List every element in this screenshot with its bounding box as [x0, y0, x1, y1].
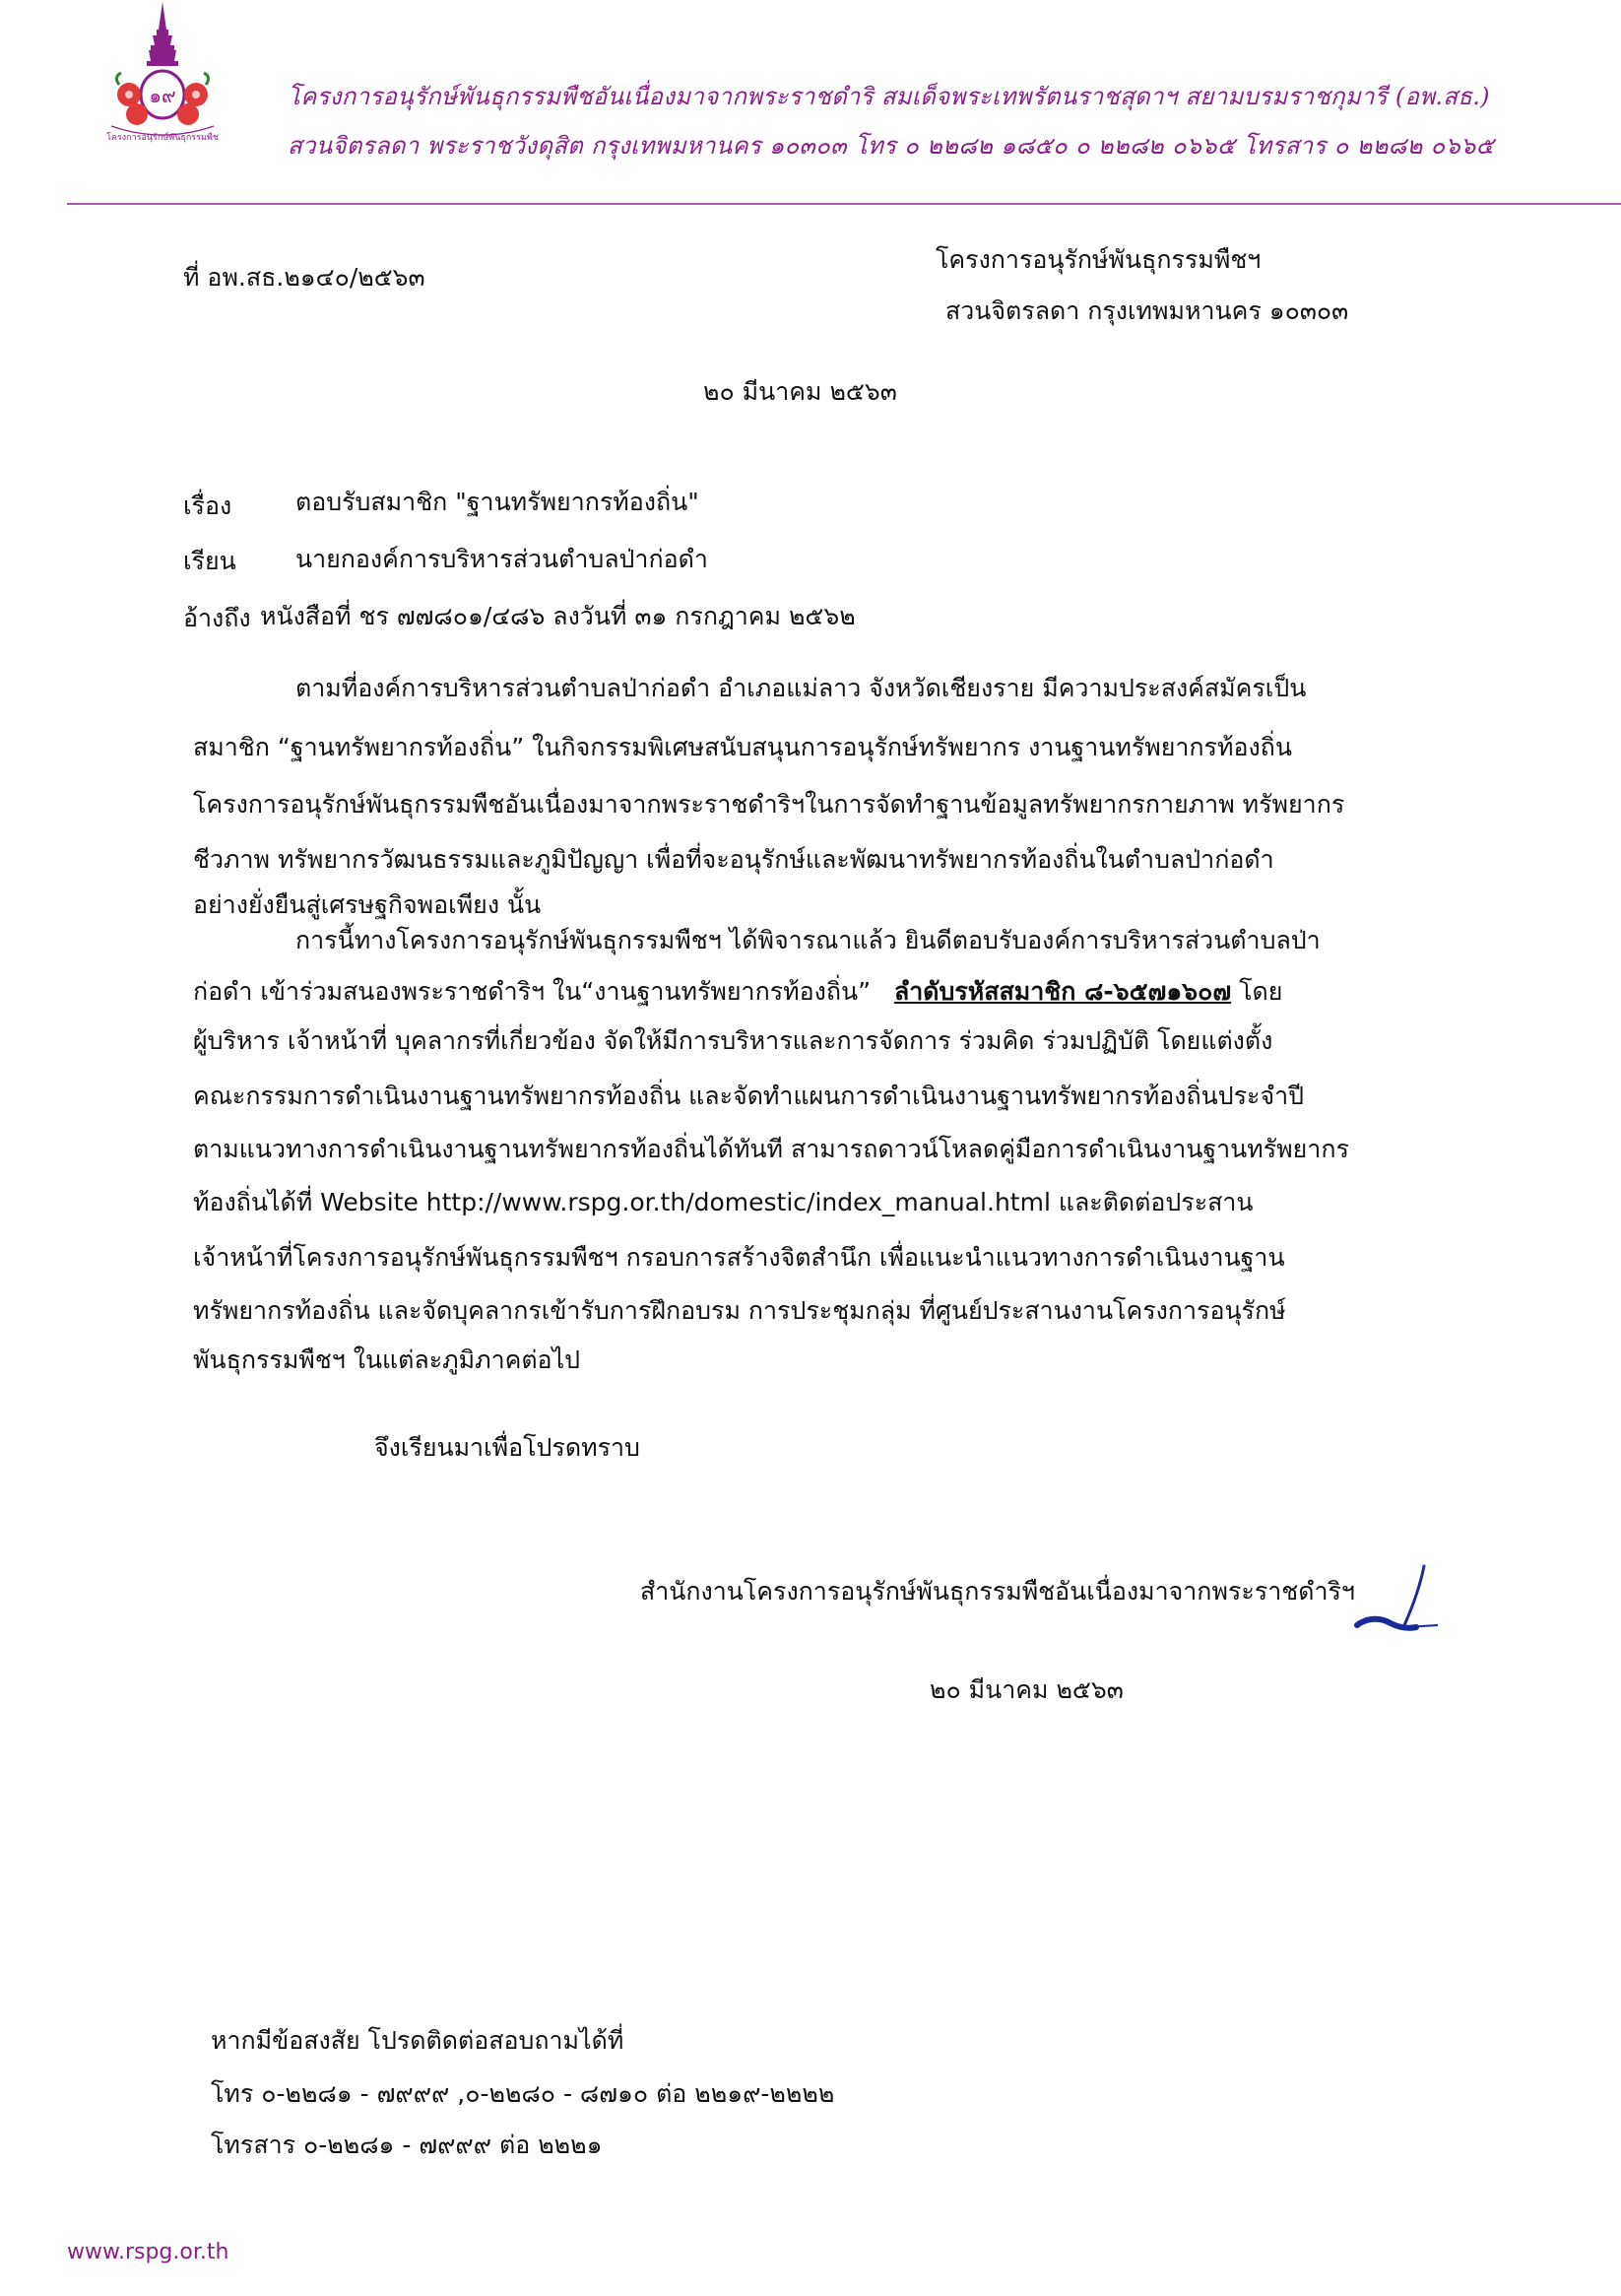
para2-line-5: ตามแนวทางการดำเนินงานฐานทรัพยากรท้องถิ่นได้ทันที สามารถดาวน์โหลดคู่มือการดำเนินงานฐานทรัพยากร [193, 1135, 1349, 1163]
subject-label: เรื่อง [183, 492, 232, 520]
signature-mark [1347, 1556, 1456, 1645]
para2-line-7: เจ้าหน้าที่โครงการอนุรักษ์พันธุกรรมพืชฯ กรอบการสร้างจิตสำนึก เพื่อแนะนำแนวทางการดำเนินงานฐาน [193, 1243, 1285, 1272]
rspg-logo [94, 0, 231, 148]
contact-phone: โทร ๐-๒๒๘๑ - ๗๙๙๙ ,๐-๒๒๘๐ - ๘๗๑๐ ต่อ ๒๒๑๙-๒๒๒๒ [211, 2079, 835, 2108]
subject-text: ตอบรับสมาชิก "ฐานทรัพยากรท้องถิ่น" [295, 488, 699, 516]
to-label: เรียน [183, 547, 236, 575]
member-code: ลำดับรหัสสมาชิก ๘-๖๕๗๑๖๐๗ [893, 977, 1232, 1006]
contact-heading: หากมีข้อสงสัย โปรดติดต่อสอบถามได้ที่ [211, 2026, 624, 2055]
sender-line-2: สวนจิตรลดา กรุงเทพมหานคร ๑๐๓๐๓ [945, 296, 1349, 325]
para1-line-3: โครงการอนุรักษ์พันธุกรรมพืชอันเนื่องมาจากพระราชดำริฯในการจัดทำฐานข้อมูลทรัพยากรกายภาพ ทรัพยากร [193, 790, 1345, 819]
to-text: นายกองค์การบริหารส่วนตำบลป่าก่อดำ [295, 545, 708, 573]
para2-line-9: พันธุกรรมพืชฯ ในแต่ละภูมิภาคต่อไป [193, 1345, 581, 1374]
closing-text: จึงเรียนมาเพื่อโปรดทราบ [374, 1433, 640, 1462]
letterhead-line-1: โครงการอนุรักษ์พันธุกรรมพืชอันเนื่องมาจากพระราชดำริ สมเด็จพระเทพรัตนราชสุดาฯ สยามบรมราชกุมารี (อพ.สธ.) [288, 83, 1490, 110]
para2-line-6: ท้องถิ่นได้ที่ Website http://www.rspg.or.th/domestic/index_manual.html และติดต่อประสาน [193, 1188, 1254, 1216]
letterhead-line-2: สวนจิตรลดา พระราชวังดุสิต กรุงเทพมหานคร ๑๐๓๐๓ โทร ๐ ๒๒๘๒ ๑๘๕๐ ๐ ๒๒๘๒ ๐๖๖๕ โทรสาร ๐ ๒๒๘๒ ๐๖๖๕ [288, 132, 1495, 160]
footer-website: www.rspg.or.th [67, 2240, 229, 2264]
para2-line-2-text: ก่อดำ เข้าร่วมสนองพระราชดำริฯ ใน“งานฐานทรัพยากรท้องถิ่น” [193, 977, 872, 1006]
para2-line-2 [193, 965, 1282, 1018]
signoff-office: สำนักงานโครงการอนุรักษ์พันธุกรรมพืชอันเนื่องมาจากพระราชดำริฯ [640, 1577, 1355, 1606]
para2-line-3: ผู้บริหาร เจ้าหน้าที่ บุคลากรที่เกี่ยวข้อง จัดให้มีการบริหารและการจัดการ ร่วมคิด ร่วมปฏิบัติ โดยแต่งตั้ง [193, 1026, 1273, 1055]
para1-line-4: ชีวภาพ ทรัพยากรวัฒนธรรมและภูมิปัญญา เพื่อที่จะอนุรักษ์และพัฒนาทรัพยากรท้องถิ่นในตำบลป่าก่อดำ [193, 845, 1274, 874]
para2-line-2-tail: โดย [1239, 977, 1283, 1006]
reference-label: อ้างถึง [183, 604, 251, 632]
para1-line-2: สมาชิก “ฐานทรัพยากรท้องถิ่น” ในกิจกรรมพิเศษสนับสนุนการอนุรักษ์ทรัพยากร งานฐานทรัพยากรท้องถิ่น [193, 733, 1292, 761]
sender-line-1: โครงการอนุรักษ์พันธุกรรมพืชฯ [936, 245, 1262, 274]
signoff-date: ๒๐ มีนาคม ๒๕๖๓ [930, 1675, 1124, 1704]
svg-text:โครงการอนุรักษ์พันธุกรรมพืช: โครงการอนุรักษ์พันธุกรรมพืช [106, 133, 219, 143]
para2-line-8: ทรัพยากรท้องถิ่น และจัดบุคลากรเข้ารับการฝึกอบรม การประชุมกลุ่ม ที่ศูนย์ประสานงานโครงการอนุรักษ์ [193, 1296, 1286, 1325]
contact-fax: โทรสาร ๐-๒๒๘๑ - ๗๙๙๙ ต่อ ๒๒๒๑ [211, 2131, 603, 2159]
para2-line-1: การนี้ทางโครงการอนุรักษ์พันธุกรรมพืชฯ ได้พิจารณาแล้ว ยินดีตอบรับองค์การบริหารส่วนตำบลป่า [295, 926, 1321, 954]
letter-date: ๒๐ มีนาคม ๒๕๖๓ [703, 377, 897, 406]
header-divider [67, 203, 1621, 205]
reference-text: หนังสือที่ ชร ๗๗๘๐๑/๔๘๖ ลงวันที่ ๓๑ กรกฎาคม ๒๕๖๒ [260, 602, 856, 630]
para2-line-4: คณะกรรมการดำเนินงานฐานทรัพยากรท้องถิ่น และจัดทำแผนการดำเนินงานฐานทรัพยากรท้องถิ่นประจำปี [193, 1082, 1305, 1110]
para1-line-5: อย่างยั่งยืนสู่เศรษฐกิจพอเพียง นั้น [193, 890, 542, 919]
svg-text:๑๙: ๑๙ [149, 84, 176, 107]
reference-number: ที่ อพ.สธ.๒๑๔๐/๒๕๖๓ [183, 263, 425, 292]
para1-line-1: ตามที่องค์การบริหารส่วนตำบลป่าก่อดำ อำเภอแม่ลาว จังหวัดเชียงราย มีความประสงค์สมัครเป็น [295, 674, 1307, 702]
